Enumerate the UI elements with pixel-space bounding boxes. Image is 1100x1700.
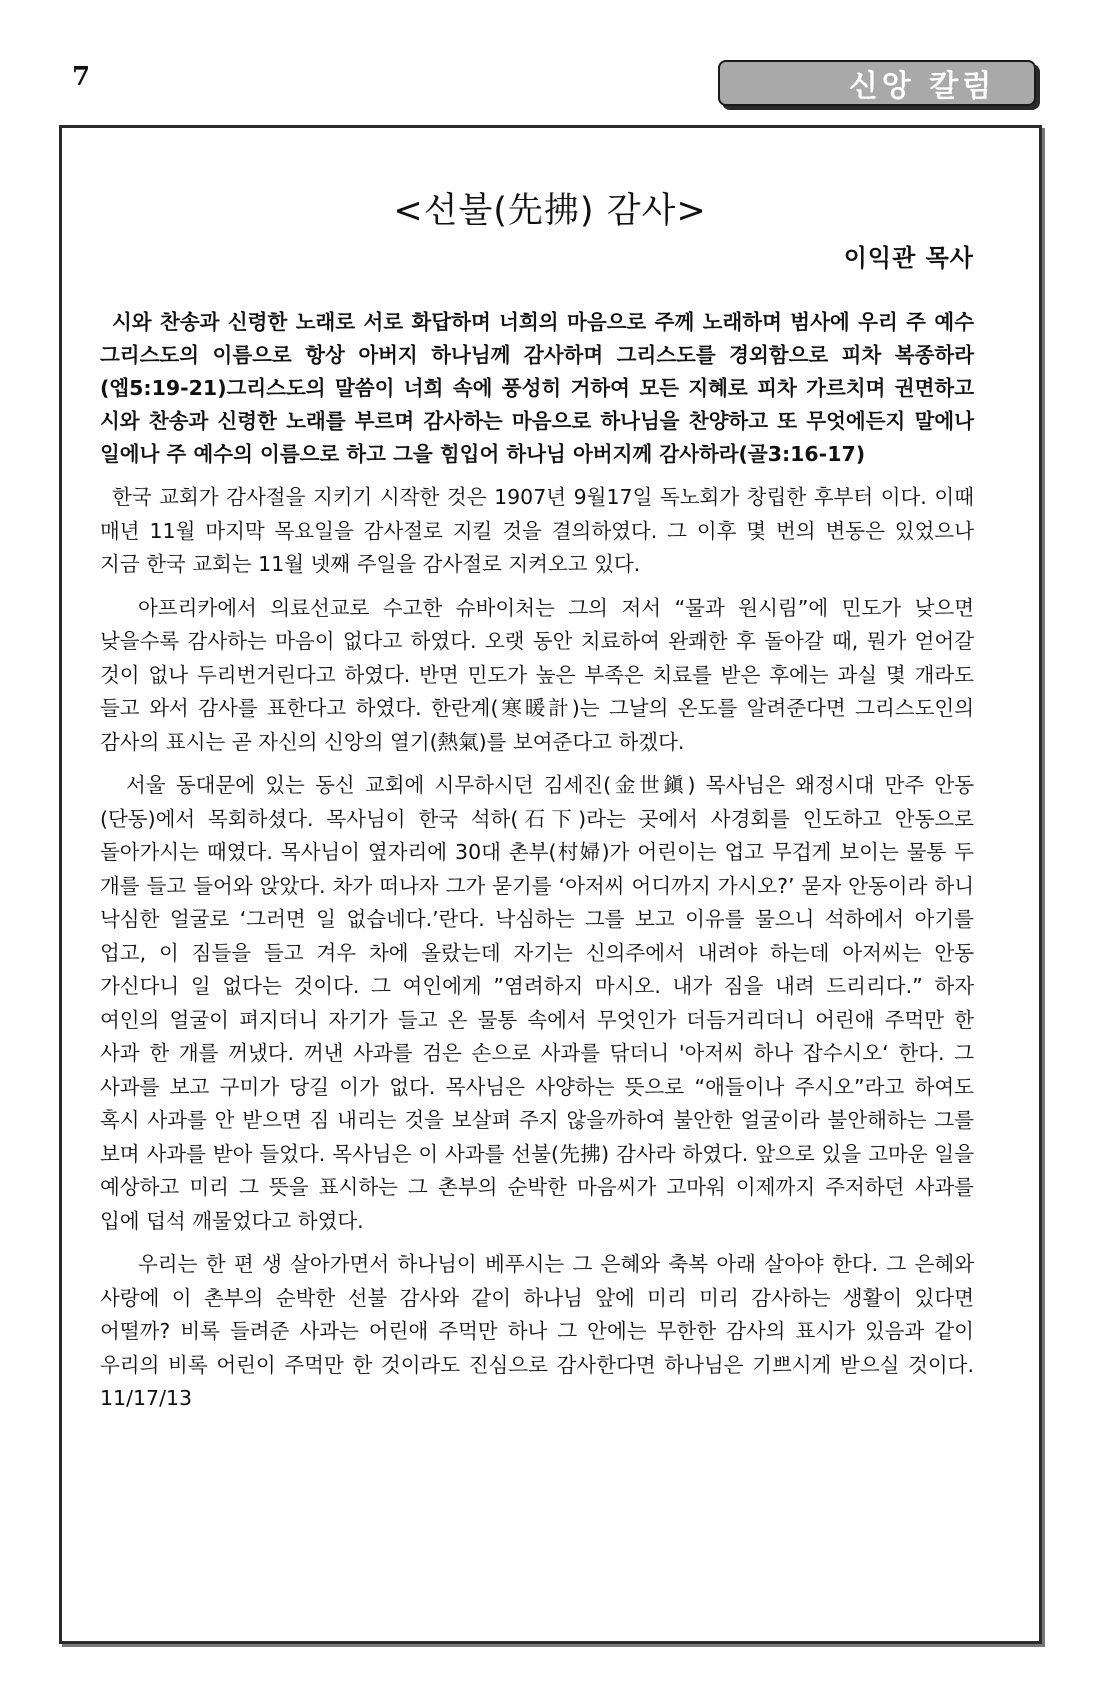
section-header-tab <box>718 60 1036 106</box>
paragraph-3: 서울 동대문에 있는 동신 교회에 시무하시던 김세진(金世鎭) 목사님은 왜정시대 만주 안동(단동)에서 목회하셨다. 목사님이 한국 석하(石下)라는 곳에서 사경회를 인도하고 안동으로 돌아가시는 때였다. 목사님이 옆자리에 30대 촌부(村婦)가 어린이는 업고 무겁게 보이는 물통 두 개를 들고 들어와 앉았다. 차가 떠나자 그가 묻기를 ‘아저씨 어디까지 가시오?’ 묻자 안동이라 하니 낙심한 얼굴로 ‘그러면 일 없습네다.’란다. 낙심하는 그를 보고 이유를 물으니 석하에서 아기를 업고, 이 짐들을 들고 겨우 차에 올랐는데 자기는 신의주에서 내려야 하는데 아저씨는 안동 가신다니 일 없다는 것이다. 그 여인에게 ”염려하지 마시오. 내가 짐을 내려 드리리다.” 하자 여인의 얼굴이 펴지더니 자기가 들고 온 물통 속에서 무엇인가 더듬거리더니 어린애 주먹만 한 사과 한 개를 꺼냈다. 꺼낸 사과를 검은 손으로 사과를 닦더니 '아저씨 하나 잡수시오‘ 한다. 그 사과를 보고 구미가 당길 이가 없다. 목사님은 사양하는 뜻으로 “애들이나 주시오”라고 하여도 혹시 사과를 안 받으면 짐 내리는 것을 보살펴 주지 않을까하여 불안한 얼굴이라 불안해하는 그를 보며 사과를 받아 들었다. 목사님은 이 사과를 선불(先拂) 감사라 하였다. 앞으로 있을 고마운 일을 예상하고 미리 그 뜻을 표시하는 그 촌부의 순박한 마음씨가 고마워 이제까지 주저하던 사과를 입에 덥석 깨물었다고 하였다. <box>100 773 974 1233</box>
article-author: 이익관 목사 <box>843 244 974 272</box>
section-label: 신앙 칼럼 <box>848 69 996 104</box>
paragraph-2: 아프리카에서 의료선교로 수고한 슈바이처는 그의 저서 “물과 원시림”에 민도가 낮으면 낮을수록 감사하는 마음이 없다고 하였다. 오랫 동안 치료하여 완쾌한 후 돌아갈 때, 뭔가 얻어갈 것이 없나 두리번거린다고 하였다. 반면 민도가 높은 부족은 치료를 받은 후에는 과실 몇 개라도 들고 와서 감사를 표한다고 하였다. 한란계(寒暖計)는 그날의 온도를 알려준다면 그리스도인의 감사의 표시는 곧 자신의 신앙의 열기(熱氣)를 보여준다고 하겠다. <box>100 595 974 754</box>
scripture-quote: 시와 찬송과 신령한 노래로 서로 화답하며 너희의 마음으로 주께 노래하며 범사에 우리 주 예수 그리스도의 이름으로 항상 아버지 하나님께 감사하며 그리스도를 경외함으로 피차 복종하라(엡5:19-21)그리스도의 말씀이 너희 속에 풍성히 거하여 모든 지혜로 피차 가르치며 권면하고 시와 찬송과 신령한 노래를 부르며 감사하는 마음으로 하나님을 찬양하고 또 무엇에든지 말에나 일에나 주 예수의 이름으로 하고 그을 힘입어 하나님 아버지께 감사하라(골3:16-17) <box>100 310 974 466</box>
article-body <box>100 306 974 1416</box>
paragraph-4: 우리는 한 편 생 살아가면서 하나님이 베푸시는 그 은혜와 축복 아래 살아야 한다. 그 은혜와 사랑에 이 촌부의 순박한 선불 감사와 같이 하나님 앞에 미리 미리 감사하는 생활이 있다면 어떨까? 비록 들려준 사과는 어린애 주먹만 하나 그 안에는 무한한 감사의 표시가 있음과 같이 우리의 비록 어린이 주먹만 한 것이라도 진심으로 감사한다면 하나님은 기쁘시게 받으실 것이다. 11/17/13 <box>100 1252 974 1410</box>
paragraph-1: 한국 교회가 감사절을 지키기 시작한 것은 1907년 9월17일 독노회가 창립한 후부터 이다. 이때 매년 11월 마지막 목요일을 감사절로 지킬 것을 결의하였다. 그 이후 몇 번의 변동은 있었으나 지금 한국 교회는 11월 넷째 주일을 감사절로 지켜오고 있다. <box>100 485 974 576</box>
page-number: 7 <box>72 62 91 92</box>
article-title: <선불(先拂) 감사> <box>393 191 707 231</box>
